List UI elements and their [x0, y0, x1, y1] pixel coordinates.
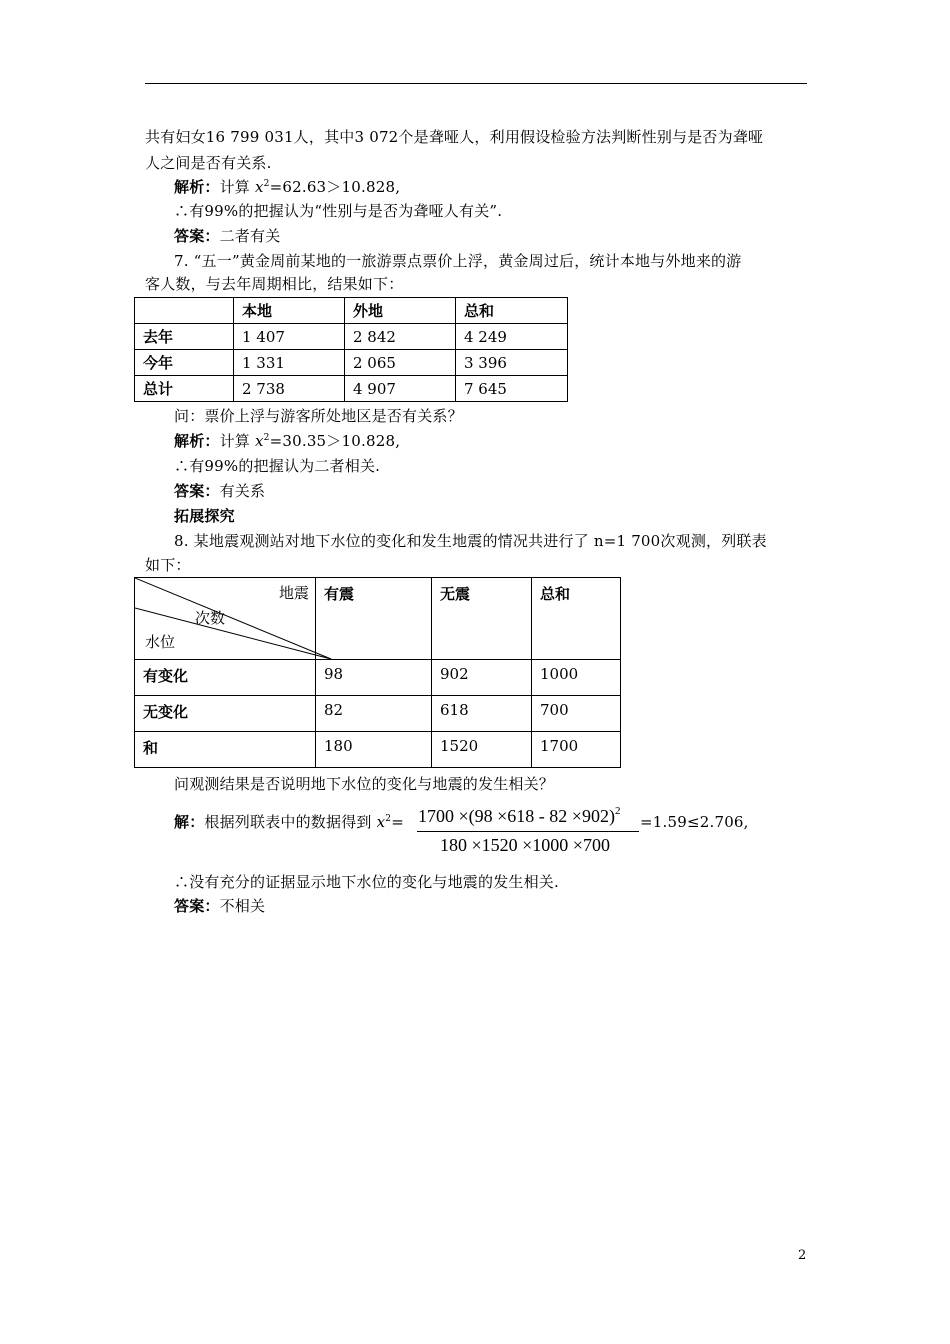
q8-conclusion: ∴没有充分的证据显示地下水位的变化与地震的发生相关.	[174, 873, 559, 891]
table-cell: 1700	[532, 732, 621, 768]
table-cell: 1 407	[234, 324, 345, 350]
q8-stem-2: 如下：	[145, 556, 191, 574]
table-header-cell: 本地	[234, 298, 345, 324]
intro-line-2: 人之间是否有关系.	[145, 154, 272, 172]
diag-label-top: 地震	[279, 584, 310, 602]
q6-conclusion: ∴有99%的把握认为“性别与是否为聋哑人有关”.	[174, 202, 503, 220]
q7-question: 问：票价上浮与游客所处地区是否有关系？	[174, 407, 463, 425]
table-cell: 4 907	[345, 376, 456, 402]
table-row	[135, 660, 621, 696]
q8-table	[134, 577, 621, 768]
table-cell: 618	[432, 696, 532, 732]
analysis-label: 解析：	[174, 178, 220, 196]
row-label: 有变化	[135, 660, 316, 696]
table-row	[135, 696, 621, 732]
table-cell: 7 645	[456, 376, 568, 402]
table-row	[135, 376, 568, 402]
diag-label-bottom: 水位	[145, 633, 176, 651]
q6-analysis: 解析：计算 $x^2=62.63>10.828$,	[174, 178, 401, 196]
answer-label: 答案：	[174, 897, 220, 915]
q8-answer: 答案：不相关	[174, 897, 266, 915]
table-cell: 2 738	[234, 376, 345, 402]
table-cell: 180	[316, 732, 432, 768]
fraction-bar	[417, 831, 639, 832]
table-header-cell: 外地	[345, 298, 456, 324]
solution-label: 解：	[174, 813, 205, 831]
table-row	[135, 732, 621, 768]
table-cell: 2 065	[345, 350, 456, 376]
table-header-row	[135, 298, 568, 324]
q6-answer: 答案：二者有关	[174, 227, 281, 245]
table-cell: 98	[316, 660, 432, 696]
table-cell: 902	[432, 660, 532, 696]
table-header-cell: 无震	[432, 578, 532, 660]
table-header-cell: 总和	[532, 578, 621, 660]
q7-conclusion: ∴有99%的把握认为二者相关.	[174, 457, 381, 475]
q8-stem-1: 8. 某地震观测站对地下水位的变化和发生地震的情况共进行了 n=1 700次观测，列联表	[174, 532, 767, 550]
table-header-row	[135, 578, 621, 660]
table-cell: 1520	[432, 732, 532, 768]
analysis-label: 解析：	[174, 432, 220, 450]
diagonal-header-cell	[135, 578, 316, 660]
section-title: 拓展探究	[174, 507, 235, 525]
table-cell: 2 842	[345, 324, 456, 350]
answer-label: 答案：	[174, 227, 220, 245]
q7-stem-1: 7. “五一”黄金周前某地的一旅游票点票价上浮，黄金周过后，统计本地与外地来的游	[174, 252, 742, 270]
row-label: 今年	[135, 350, 234, 376]
fraction-denominator: 180 ×1520 ×1000 ×700	[440, 835, 610, 855]
table-cell: 82	[316, 696, 432, 732]
table-cell: 700	[532, 696, 621, 732]
table-cell: 4 249	[456, 324, 568, 350]
table-row	[135, 324, 568, 350]
row-label: 去年	[135, 324, 234, 350]
table-row	[135, 350, 568, 376]
table-cell: 1 331	[234, 350, 345, 376]
q8-question: 问观测结果是否说明地下水位的变化与地震的发生相关？	[174, 775, 555, 793]
header-rule	[145, 83, 807, 84]
table-header-cell: 有震	[316, 578, 432, 660]
answer-label: 答案：	[174, 482, 220, 500]
q7-analysis: 解析：计算 $x^2=30.35>10.828$,	[174, 432, 401, 450]
diag-label-mid: 次数	[195, 609, 226, 627]
table-cell: 1000	[532, 660, 621, 696]
solution-result: =1.59≤2.706,	[640, 813, 749, 831]
q7-table	[134, 297, 568, 402]
q7-answer: 答案：有关系	[174, 482, 266, 500]
fraction-numerator: $1700 \times(98 \times 618 - 82 \times 902)^2$	[418, 805, 621, 826]
row-label: 总计	[135, 376, 234, 402]
q8-solution: 解：根据列联表中的数据得到 $x^2=$	[174, 813, 404, 831]
row-label: 和	[135, 732, 316, 768]
table-cell	[135, 298, 234, 324]
page-number: 2	[798, 1248, 807, 1263]
row-label: 无变化	[135, 696, 316, 732]
q7-stem-2: 客人数，与去年周期相比，结果如下：	[145, 275, 404, 293]
intro-line-1: 共有妇女16 799 031人，其中3 072个是聋哑人，利用假设检验方法判断性别与是否为聋哑	[145, 128, 764, 146]
table-header-cell: 总和	[456, 298, 568, 324]
table-cell: 3 396	[456, 350, 568, 376]
